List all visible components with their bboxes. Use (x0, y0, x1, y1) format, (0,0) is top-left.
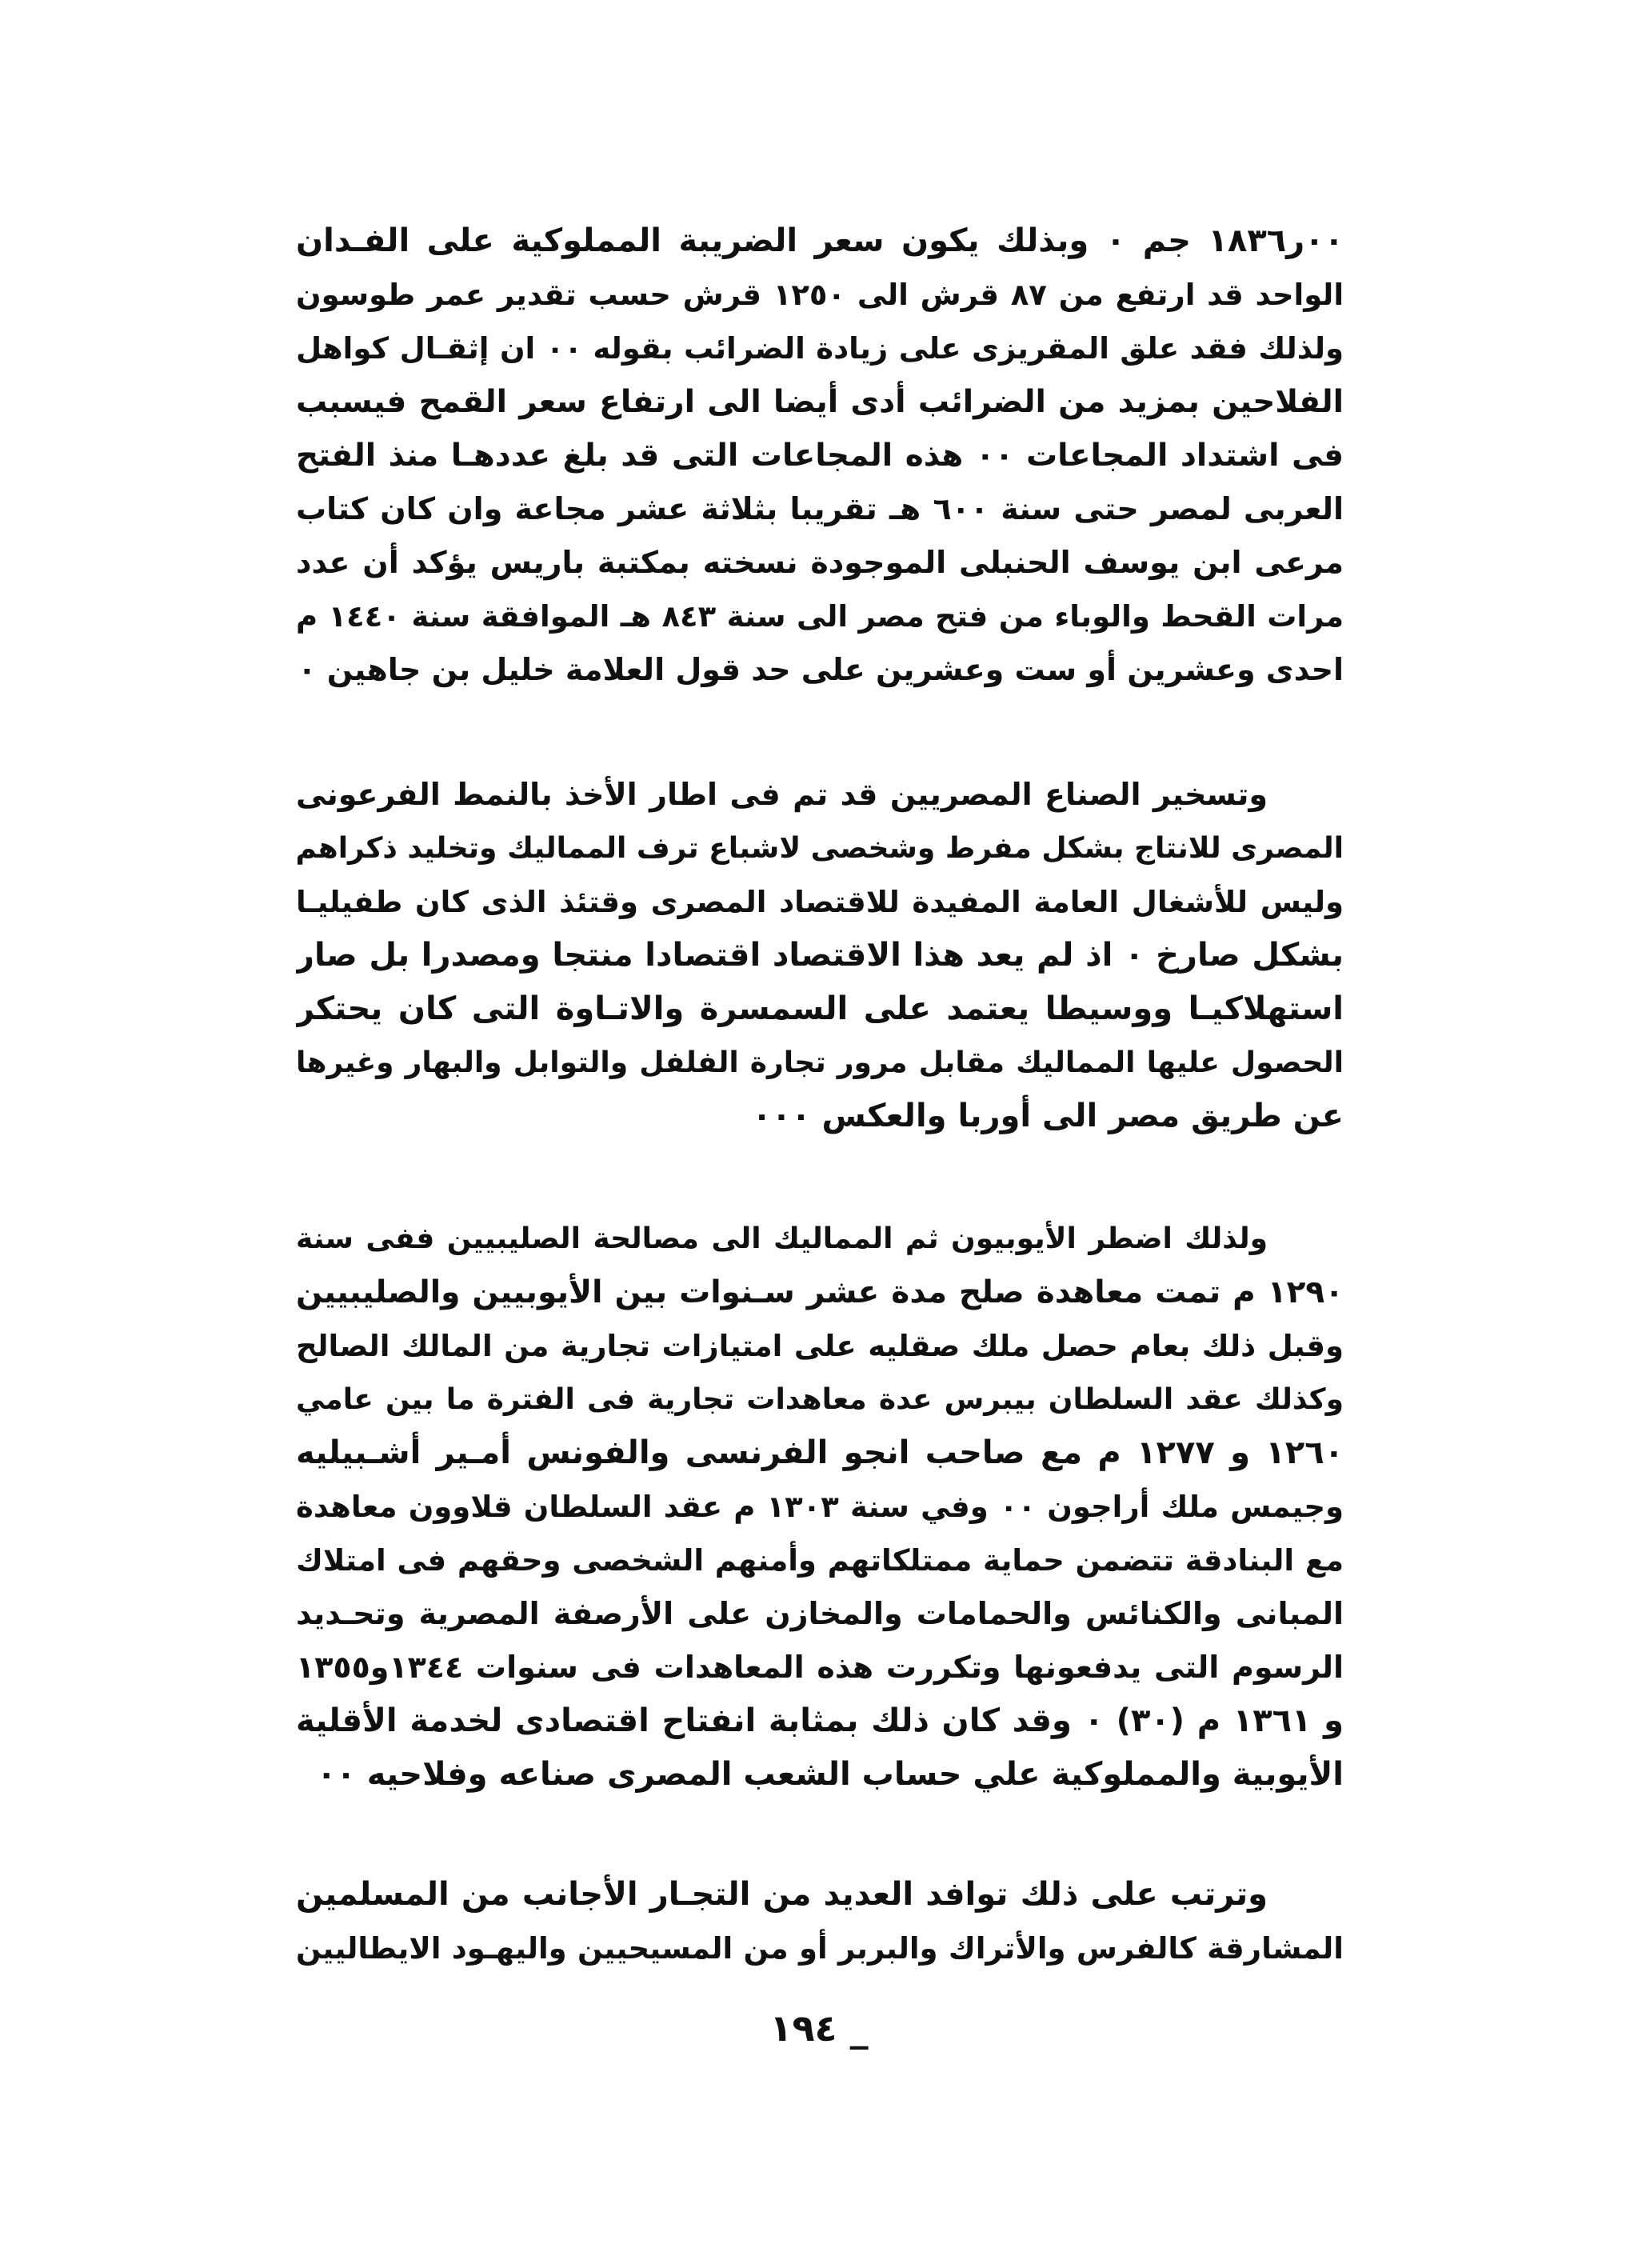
text-line: وليس للأشغال العامة المفيدة للاقتصاد المصرى وقتئذ الذى كان طفيليـا (296, 885, 1344, 919)
text-line: مرات القحط والوباء من فتح مصر الى سنة ٨٤٣ هـ الموافقة سنة ١٤٤٠ م (296, 599, 1344, 634)
paragraph-4 (296, 1868, 1344, 1975)
page-number: _ ١٩٤ (769, 2006, 869, 2050)
text-line: العربى لمصر حتى سنة ٦٠٠ هـ تقريبا بثلاثة عشر مجاعة وان كان كتاب (296, 491, 1344, 526)
text-line: و ١٣٦١ م (٣٠) ٠ وقد كان ذلك بمثابة انفتاح اقتصادى لخدمة الأقلية (296, 1702, 1344, 1739)
text-line: وجيمس ملك أراجون ٠٠ وفي سنة ١٣٠٣ م عقد السلطان قلاوون معاهدة (296, 1490, 1344, 1524)
text-line: الفلاحين بمزيد من الضرائب أدى أيضا الى ارتفاع سعر القمح فيسبب (296, 384, 1344, 420)
text-line: وقبل ذلك بعام حصل ملك صقليه على امتيازات تجارية من المالك الصالح (296, 1329, 1344, 1363)
text-line: وتسخير الصناع المصريين قد تم فى اطار الأخذ بالنمط الفرعونى (296, 777, 1268, 812)
text-line: الواحد قد ارتفع من ٨٧ قرش الى ١٢٥٠ قرش حسب تقدير عمر طوسون (296, 278, 1344, 312)
text-line: استهلاكيـا ووسيطا يعتمد على السمسرة والاتـاوة التى كان يحتكر (296, 990, 1344, 1027)
text-line: الرسوم التى يدفعونها وتكررت هذه المعاهدات فى سنوات ١٣٤٤و١٣٥٥ (296, 1650, 1344, 1685)
text-line: مع البنادقة تتضمن حماية ممتلكاتهم وأمنهم الشخصى وحقهم فى امتلاك (296, 1543, 1344, 1578)
paragraph-2 (296, 768, 1344, 1143)
text-line: ١٢٩٠ م تمت معاهدة صلح مدة عشر سـنوات بين الأيوبيين والصليبيين (296, 1274, 1344, 1310)
text-line: المشارقة كالفرس والأتراك والبربر أو من المسيحيين واليهـود الايطاليين (296, 1931, 1344, 1966)
text-line: المبانى والكنائس والحمامات والمخازن على الأرصفة المصرية وتحـديد (296, 1596, 1344, 1631)
text-line: وترتب على ذلك توافد العديد من التجـار الأجانب من المسلمين (296, 1876, 1268, 1913)
text-line: احدى وعشرين أو ست وعشرين على حد قول العلامة خليل بن جاهين ٠ (298, 652, 1344, 687)
text-line: ولذلك اضطر الأيوبيون ثم المماليك الى مصالحة الصليبيين ففى سنة (296, 1222, 1268, 1255)
text-line: الحصول عليها المماليك مقابل مرور تجارة الفلفل والتوابل والبهار وغيرها (296, 1046, 1344, 1079)
text-line: الأيوبية والمملوكية علي حساب الشعب المصرى صناعه وفلاحيه ٠٠ (316, 1756, 1344, 1793)
text-line: وكذلك عقد السلطان بيبرس عدة معاهدات تجارية فى الفترة ما بين عامي (296, 1383, 1344, 1416)
text-line: عن طريق مصر الى أوربا والعكس ٠٠٠ (752, 1098, 1344, 1134)
paragraph-3 (296, 1212, 1344, 1802)
text-line: بشكل صارخ ٠ اذ لم يعد هذا الاقتصاد اقتصادا منتجا ومصدرا بل صار (296, 937, 1344, 974)
paragraph-1 (296, 214, 1344, 697)
text-line: مرعى ابن يوسف الحنبلى الموجودة نسخته بمكتبة باريس يؤكد أن عدد (296, 545, 1344, 580)
text-line: فى اشتداد المجاعات ٠٠ هذه المجاعات التى قد بلغ عددهـا منذ الفتح (296, 438, 1344, 474)
text-line: ٠٠ر١٨٣٦ جم ٠ وبذلك يكون سعر الضريبة المملوكية على الفـدان (296, 222, 1344, 259)
text-line: ١٢٦٠ و ١٢٧٧ م مع صاحب انجو الفرنسى والفونس أمـير أشـبيليه (296, 1434, 1344, 1471)
text-line: ولذلك فقد علق المقريزى على زيادة الضرائب بقوله ٠٠ ان إثقـال كواهل (296, 331, 1344, 366)
text-line: المصرى للانتاج بشكل مفرط وشخصى لاشباع ترف المماليك وتخليد ذكراهم (296, 832, 1344, 865)
